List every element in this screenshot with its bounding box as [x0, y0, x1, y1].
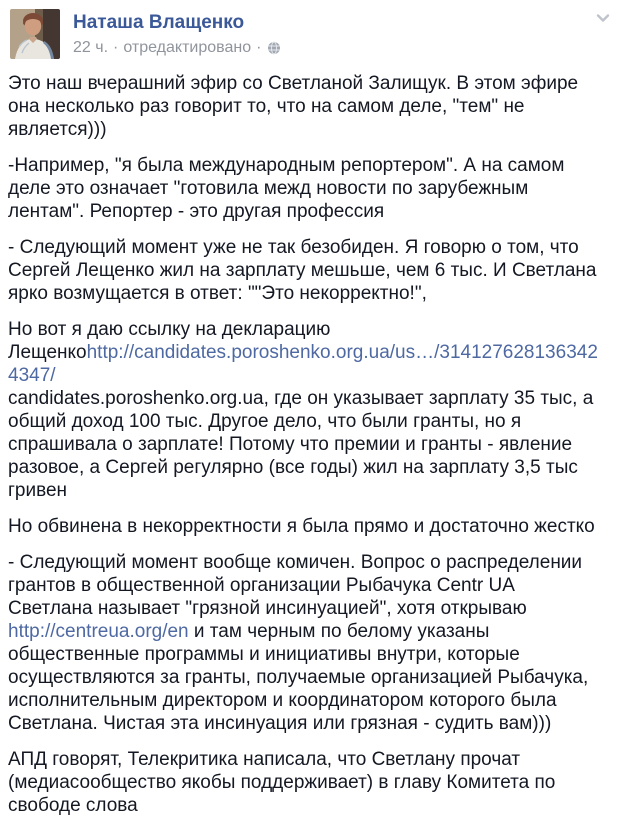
chevron-down-icon[interactable] — [593, 8, 613, 28]
post-paragraph — [8, 236, 603, 305]
timestamp[interactable]: 22 ч. — [73, 39, 109, 56]
post-link[interactable]: http://candidates.poroshenko.org.ua/us…/3141276281363424347/ — [8, 342, 598, 386]
post-meta — [73, 38, 281, 58]
post-text: АПД говорят, Телекритика написала, что Светлану прочат (медиасообщество якобы поддерживает) в главу Комитета по свободе слова — [8, 749, 556, 816]
post-link[interactable]: http://centreua.org/en — [8, 621, 189, 642]
post-text: - Следующий момент вообще комичен. Вопрос о распределении грантов в общественной организации Рыбачука Centr UA Светлана называет "грязной инсинуацией", хотя открываю — [8, 552, 583, 619]
post-text: - Следующий момент уже не так безобиден. Я говорю о том, что Сергей Лещенко жил на зарплату мешьше, чем 6 тыс. И Светлана ярко возмущается в ответ: ""Это некорректно!", — [8, 237, 597, 304]
author-name-link[interactable]: Наташа Влащенко — [73, 12, 245, 33]
post-paragraph — [8, 72, 603, 141]
post-text: Но вот я даю ссылку на декларацию Лещенко — [8, 319, 331, 363]
globe-icon — [267, 41, 281, 55]
post-body — [0, 59, 620, 823]
post-paragraph — [8, 515, 603, 538]
meta-separator: · — [113, 39, 119, 56]
post-text: и там черным по белому указаны общественные программы и инициативы внутри, которые осуществляются за гранты, получаемые организацией Рыбачука, исполнительным директором и координатором которого была Светлана. Чистая эта инсинуация или грязная - судить вам))) — [8, 621, 589, 734]
post-paragraph — [8, 318, 603, 502]
post-paragraph — [8, 551, 603, 735]
post-paragraph — [8, 748, 603, 817]
meta-separator: · — [256, 39, 262, 56]
post-text: Но обвинена в некорректности я была прямо и достаточно жестко — [8, 516, 595, 537]
profile-photo — [10, 9, 60, 59]
post-text: -Например, "я была международным репортером". А на самом деле это означает "готовила межд новости по зарубежным лентам". Репортер - это другая профессия — [8, 155, 565, 222]
post-text: Это наш вчерашний эфир со Светланой Залищук. В этом эфире она несколько раз говорит то, что на самом деле, "тем" не является))) — [8, 73, 579, 140]
post-header — [0, 0, 620, 59]
edited-label: отредактировано — [123, 39, 252, 56]
avatar[interactable] — [10, 9, 60, 59]
header-text — [73, 9, 281, 58]
post-text: candidates.poroshenko.org.ua, где он указывает зарплату 35 тыс, а общий доход 100 тыс. Другое дело, что были гранты, но я спрашивала о зарплате! Потому что премии и гранты - явление разовое, а Сергей регулярно (все годы) жил на зарплату 3,5 тыс гривен — [8, 388, 594, 501]
post-paragraph — [8, 154, 603, 223]
